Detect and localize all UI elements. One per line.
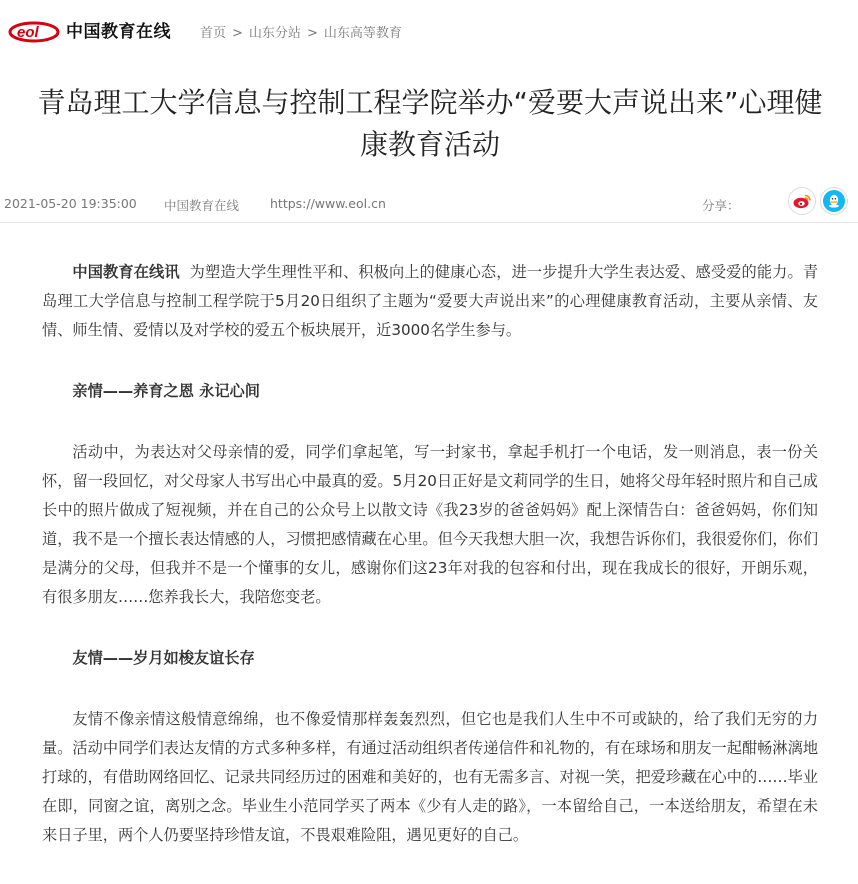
eol-logo[interactable]	[8, 16, 60, 44]
source-url[interactable]: https://www.eol.cn	[270, 196, 386, 211]
paragraph	[42, 258, 818, 345]
article-source: 中国教育在线	[164, 198, 240, 213]
share-label: 分享：	[702, 198, 740, 213]
breadcrumb-separator: >	[232, 26, 243, 41]
section-heading: 亲情——养育之恩 永记心间	[72, 382, 260, 400]
qq-icon	[822, 189, 846, 213]
breadcrumb-higher-education[interactable]: 山东高等教育	[323, 26, 402, 41]
breadcrumb	[200, 22, 402, 41]
article-meta	[0, 184, 858, 223]
weibo-icon	[790, 189, 814, 213]
article-body	[42, 258, 818, 850]
share-qq-button[interactable]	[820, 187, 848, 215]
publish-date: 2021-05-20 19:35:00	[4, 196, 137, 211]
share-weibo-button[interactable]	[788, 187, 816, 215]
breadcrumb-separator: >	[306, 26, 318, 41]
section-heading: 友情——岁月如梭友谊长存	[72, 649, 255, 667]
article-title: 青岛理工大学信息与控制工程学院举办“爱要大声说出来”心理健康教育活动	[37, 86, 823, 161]
paragraph: 友情不像亲情这般情意绵绵，也不像爱情那样轰轰烈烈，但它也是我们人生中不可或缺的，给了我们无穷的力量。活动中同学们表达友情的方式多种多样，有通过活动组织者传递信件和礼物的，有在球场和朋友一起酣畅淋漓地打球的，有借助网络回忆、记录共同经历过的困难和美好的，也有无需多言、对视一笑，把爱珍藏在心中的……毕业在即，同窗之谊，离别之念。毕业生小范同学买了两本《少有人走的路》，一本留给自己，一本送给朋友，希望在未来日子里，两个人仍要坚持珍惜友谊，不畏艰难险阻，遇见更好的自己。	[42, 710, 818, 844]
paragraph: 活动中，为表达对父母亲情的爱，同学们拿起笔，写一封家书，拿起手机打一个电话，发一则消息，表一份关怀，留一段回忆，对父母家人书写出心中最真的爱。5月20日正好是文莉同学的生日，她将父母年轻时照片和自己成长中的照片做成了短视频，并在自己的公众号上以散文诗《我23岁的爸爸妈妈》配上深情告白：爸爸妈妈，你们知道，我不是一个擅长表达情感的人，习惯把感情藏在心里。但今天我想大胆一次，我想告诉你们，我很爱你们，你们是满分的父母，但我并不是一个懂事的女儿，感谢你们这23年对我的包容和付出，现在我成长的很好，开朗乐观，有很多朋友……您养我长大，我陪您变老。	[42, 443, 818, 606]
site-header	[0, 0, 858, 62]
breadcrumb-shandong[interactable]: 山东分站	[248, 26, 301, 41]
breadcrumb-home[interactable]: 首页	[200, 26, 227, 41]
paragraph-text: 为塑造大学生理性平和、积极向上的健康心态，进一步提升大学生表达爱、感受爱的能力。青岛理工大学信息与控制工程学院于5月20日组织了主题为“爱要大声说出来”的心理健康教育活动，主要从亲情、友情、师生情、爱情以及对学校的爱五个板块展开，近3000名学生参与。	[42, 263, 819, 339]
svg-text:eol: eol	[17, 24, 39, 41]
lead-source: 中国教育在线讯	[72, 263, 180, 281]
site-name[interactable]: 中国教育在线	[66, 22, 171, 42]
